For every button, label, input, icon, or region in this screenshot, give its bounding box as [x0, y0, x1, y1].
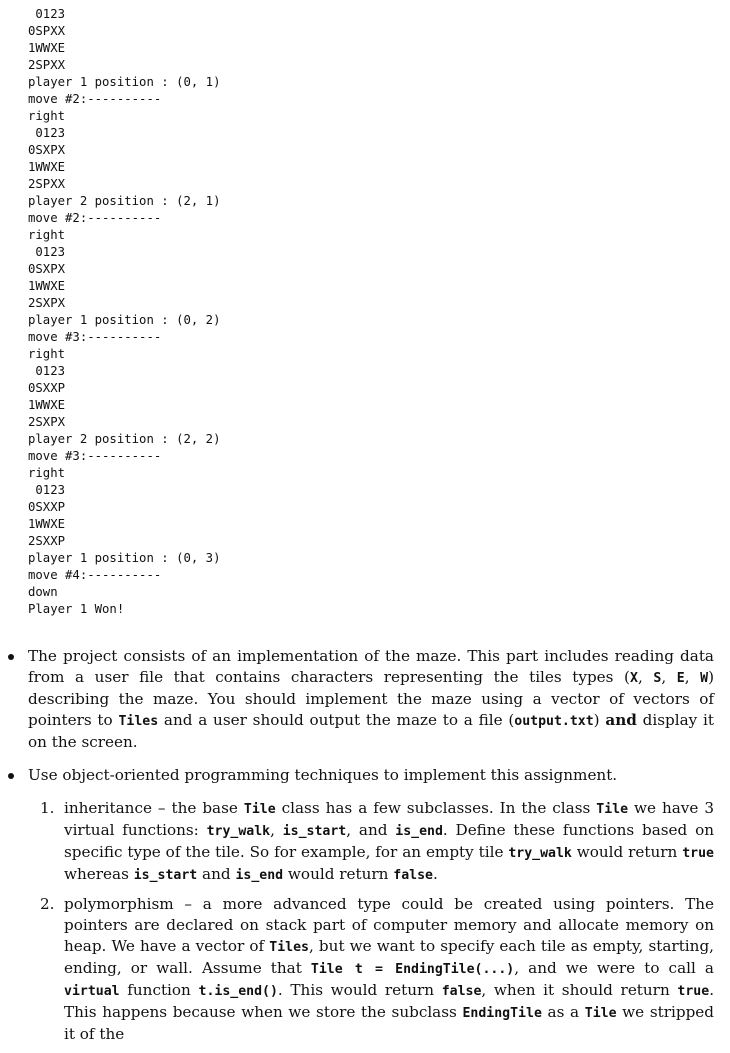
- console-line: 1WWXE: [28, 160, 66, 174]
- code-output-file: output.txt: [514, 714, 594, 729]
- text: function: [119, 981, 199, 999]
- code: is_end: [235, 868, 284, 883]
- assignment-text: [0, 646, 730, 1053]
- bold-and: and: [605, 711, 637, 729]
- text: we have 3 virtual functions:: [64, 799, 714, 839]
- text: Use object-oriented programming techniques to implement this assignment.: [28, 766, 618, 784]
- console-line: move #2:----------: [28, 211, 162, 225]
- console-line: 0SXPX: [28, 143, 66, 157]
- text: ): [593, 711, 606, 729]
- text: . Define these functions based on specific type of the tile. So for example, for an empty tile: [64, 821, 714, 861]
- code: t.is_end(): [198, 984, 278, 999]
- text: , but we want to specify each tile as empty, starting, ending, or wall. Assume that: [64, 937, 714, 977]
- text: ,: [661, 668, 677, 686]
- code: is_start: [133, 868, 198, 883]
- text: , when it should return: [481, 981, 678, 999]
- code: Tile: [584, 1006, 617, 1021]
- console-line: 1WWXE: [28, 279, 66, 293]
- console-line: player 1 position : (0, 2): [28, 313, 221, 327]
- console-line: 1WWXE: [28, 517, 66, 531]
- code: try_walk: [206, 824, 271, 839]
- console-line: move #3:----------: [28, 449, 162, 463]
- console-output: [28, 6, 221, 618]
- text: ,: [270, 821, 283, 839]
- code-w: W: [700, 671, 709, 686]
- text: we stripped it of the: [64, 1003, 714, 1043]
- console-line: right: [28, 228, 66, 242]
- code: Tile t = EndingTile(...): [310, 962, 515, 977]
- console-line: 0SPXX: [28, 24, 66, 38]
- text: polymorphism – a more advanced type could be created using pointers. The pointers are declared on stack part of computer memory and allocate memory on heap. We have a vector of: [64, 895, 714, 955]
- text: ) describing the maze. You should implement the maze using a vector of vectors of pointers to: [28, 668, 714, 729]
- console-line: move #3:----------: [28, 330, 162, 344]
- console-line: player 2 position : (2, 2): [28, 432, 221, 446]
- console-line: 0SXXP: [28, 381, 66, 395]
- code: Tiles: [269, 940, 309, 955]
- console-line: player 1 position : (0, 3): [28, 551, 221, 565]
- bullet-dot: [8, 773, 14, 779]
- code: try_walk: [508, 846, 572, 861]
- console-line: 0123: [28, 245, 66, 259]
- console-line: 1WWXE: [28, 398, 66, 412]
- enum-number: 2.: [40, 895, 55, 913]
- console-line: 0123: [28, 126, 66, 140]
- console-line: right: [28, 466, 66, 480]
- code: false: [393, 868, 433, 883]
- text: would return: [283, 865, 394, 883]
- code: true: [682, 846, 714, 861]
- console-line: 2SPXX: [28, 177, 66, 191]
- text: ,: [684, 668, 701, 686]
- console-line: Player 1 Won!: [28, 602, 125, 616]
- console-line: 0123: [28, 7, 66, 21]
- console-line: 2SXPX: [28, 415, 66, 429]
- code: true: [677, 984, 710, 999]
- text: ,: [637, 668, 654, 686]
- text: class has a few subclasses. In the class: [275, 799, 597, 817]
- console-line: 0123: [28, 483, 66, 497]
- enum-item-inheritance: [0, 798, 730, 886]
- code-e: E: [676, 671, 685, 686]
- code: EndingTile: [462, 1006, 542, 1021]
- code-tiles: Tiles: [118, 714, 159, 729]
- console-line: 0SXPX: [28, 262, 66, 276]
- text: and: [197, 865, 236, 883]
- code: is_end: [395, 824, 443, 839]
- text: inheritance – the base: [64, 799, 244, 817]
- code-x: X: [629, 671, 638, 686]
- code: is_start: [282, 824, 347, 839]
- console-line: 2SXPX: [28, 296, 66, 310]
- text: . This would return: [277, 981, 442, 999]
- oop-enumeration: [0, 798, 730, 1045]
- console-line: 0123: [28, 364, 66, 378]
- console-line: 2SPXX: [28, 58, 66, 72]
- code-s: S: [653, 671, 662, 686]
- bullet-oop: [0, 765, 730, 786]
- text: display it on the screen.: [28, 711, 714, 751]
- text: , and we were to call a: [514, 959, 714, 977]
- console-line: 2SXXP: [28, 534, 66, 548]
- code: false: [441, 984, 482, 999]
- text: The project consists of an implementation of the maze. This part includes reading data from a user file that contains characters representing the tiles types (: [28, 647, 714, 686]
- text: as a: [541, 1003, 585, 1021]
- console-line: move #2:----------: [28, 92, 162, 106]
- console-line: down: [28, 585, 58, 599]
- code: virtual: [64, 984, 120, 999]
- console-line: player 2 position : (2, 1): [28, 194, 221, 208]
- console-line: 1WWXE: [28, 41, 66, 55]
- bullet-dot: [8, 654, 14, 660]
- text: .: [432, 865, 438, 883]
- console-line: right: [28, 347, 66, 361]
- console-line: move #4:----------: [28, 568, 162, 582]
- enum-item-polymorphism: [0, 894, 730, 1045]
- console-line: right: [28, 109, 66, 123]
- console-line: 0SXXP: [28, 500, 66, 514]
- text: and a user should output the maze to a file (: [158, 711, 515, 729]
- text: would return: [571, 843, 683, 861]
- text: . This happens because when we store the subclass: [64, 981, 715, 1021]
- code: Tile: [243, 802, 276, 817]
- text: whereas: [64, 865, 134, 883]
- text: , and: [346, 821, 396, 839]
- bullet-project-description: [0, 646, 730, 753]
- enum-number: 1.: [40, 799, 55, 817]
- code: Tile: [596, 802, 629, 817]
- console-line: player 1 position : (0, 1): [28, 75, 221, 89]
